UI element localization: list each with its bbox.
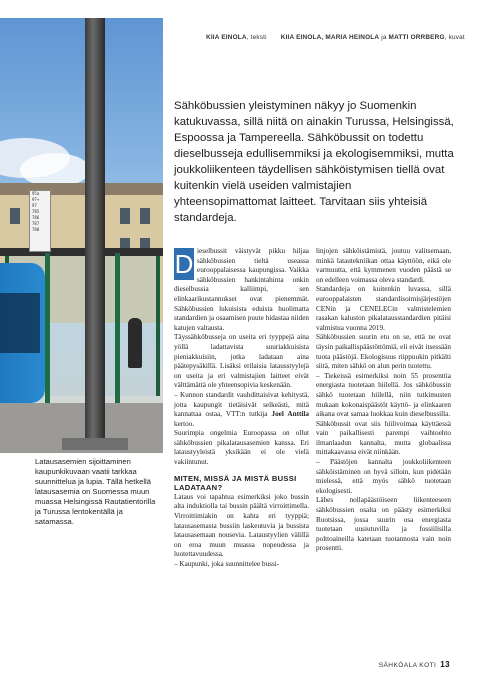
photographers-role: , kuvat	[444, 34, 465, 41]
paragraph: Lataus voi tapahtua esimerkiksi joko bussin alta induktiolla tai bussin päältä virroittimella. Virroittimiakin on kahta eri tyyppiä; latausasemasta bussiin laskeutuvia ja bussista latausasemaan nousevia. Lataustyylien välillä on eroa muun muassa nopeudessa ja luotettavuudessa.	[174, 492, 309, 559]
paragraph: Suurimpia ongelmia Euroopassa on ollut sähköbussien pikalatausasemien kanssa. Eri lataustyyleistä yksikään ei ole vielä vakiintunut.	[174, 429, 309, 467]
bus-stop-photo	[0, 18, 163, 453]
photographers: KIIA EINOLA, MARIA HEINOLA	[280, 34, 380, 41]
person	[128, 318, 142, 368]
charging-pole	[85, 18, 105, 443]
paragraph: – Kaupunki, joka suunnittelee bussi-	[174, 560, 280, 568]
photographer-last: MATTI ORRBERG	[388, 34, 445, 41]
person-name: Joel Anttila	[271, 410, 309, 419]
writer-role: , teksti	[246, 34, 267, 41]
body-column-right	[316, 247, 451, 554]
paragraph: D ieselbussit väistyvät pikku hiljaa sähköbussien tieltä useassa eurooppalaisessa kaupungissa. Vaikka sähköbussien hankintahinta onkin dieselbussia kalliimpi, sen elinkaarikustannukset ovat pienemmät. Sähköbussien lukuisista eduista huolimatta standardien ja osaamisen puute hidastaa niiden katujen valtausta.	[174, 247, 309, 332]
page-number: 13	[440, 660, 450, 669]
paragraph: – Kunnon standardit vauhdittaisivat kehitystä, jotta kaupungit tietäisivät selkeästi, mitä kannattaa ostaa, VTT:n tutkija Joel Anttila kertoo.	[174, 390, 309, 428]
paragraph: Sähköbussien suurin etu on se, että ne ovat täysin paikallispäästöttömiä, eli eivät itsessään tuota päästöjä. Ekologisuus riippuukin pitkälti siitä, miten sähkö on alun perin tuotettu.	[316, 333, 451, 371]
paragraph: – Päästöjen kannalta joukkoliikenteen sähköistäminen on hyvä silloin, kun pidetään mielessä, että myös sähkö tuotetaan ekologisesti.	[316, 458, 451, 495]
paragraph: Sähköbussit ovat siis hiilivoimaa käyttäessä vain paikallisesti parempi vaihtoehto ilmanlaadun kannalta, mutta globaalissa mittakaavassa eivät niinkään.	[316, 419, 451, 457]
magazine-name: SÄHKÖALA KOTI	[378, 662, 437, 669]
paragraph: – Tiekeissä esimerkiksi noin 55 prosenttia energiasta tuotetaan hiilellä. Jos sähköbussin sähkö tuotetaan hiilellä, niin tutkimusten mukaan kokonaispäästöt käyttö- ja elinkaaren aikana ovat samaa luokkaa kuin dieselbussilla.	[316, 371, 451, 419]
byline: KIIA EINOLA, teksti KIIA EINOLA, MARIA HEINOLA ja MATTI ORRBERG, kuvat	[206, 34, 465, 41]
cloud	[20, 153, 90, 187]
electric-bus	[0, 263, 45, 403]
paragraph: Lähes nollapäästöiseen liikenteeseen sähköbussien osalta on päästy esimerkiksi Ruotsissa, jossa suurin osa energiasta tuotetaan uusiutuvilla ja fossiilisilla polttoaineilla katetaan tuotannosta vain noin prosentti.	[316, 496, 451, 553]
writer-name: KIIA EINOLA	[206, 34, 247, 41]
photo-caption: Latausasemien sijoittaminen kaupunkikuvaan vaatii tarkkaa suunnittelua ja lupia. Tällä hetkellä latausasemia on Suomessa muun muassa Helsingissä Rautatientorilla ja Turussa lentokentällä ja satamassa.	[35, 457, 156, 526]
paragraph: Täyssähköbusseja on useita eri tyyppejä aina yöllä ladattavista suuriakkuisista pieniakkuisiin, jotka ladataan aina päätepysäkillä. Lisäksi erilaisia latausstyylejä on useita ja eri valmistajien laitteet eivät välttämättä ole yhteensopivia keskenään.	[174, 333, 309, 390]
paragraph: Standardeja on kuitenkin luvassa, sillä eurooppalaisten standardisoimisjärjestöjen CENin ja CENELECin valmistelemien rasakan kaluston pikalatausstandardien pitäisi valmistua vuonna 2019.	[316, 285, 451, 332]
pole-base	[62, 438, 128, 450]
page-footer	[379, 660, 450, 669]
paragraph: linjojen sähköistämistä, joutuu valitsemaan, minkä latautekniikan ottaa käyttöön, eikä ole varmuutta, että kymmenen vuoden päästä se on edelleen voimassa oleva standardi.	[316, 247, 451, 284]
body-column-left	[174, 247, 309, 570]
bus-stop-sign: 95a 97+ 97 785 786 787 788	[29, 190, 51, 252]
drop-cap: D	[174, 249, 194, 279]
section-subheading: MITEN, MISSÄ JA MISTÄ BUSSI LADATAAN?	[174, 473, 297, 493]
shelter-roof	[0, 248, 163, 256]
lead-paragraph: Sähköbussien yleistyminen näkyy jo Suomenkin katukuvassa, sillä niitä on ainakin Turussa, Helsingissä, Espoossa ja Tampereella. Sähköbussit on todettu dieselbusseja edullisemmiksi ja ekologisemmiksi, mutta joukkoliikenteen täydellisen sähköistymisen tiellä ovat kuitenkin vielä useiden valmistajien yhteensopimattomat laitteet. Tarvitaan siis yhteisiä standardeja.	[174, 100, 454, 224]
